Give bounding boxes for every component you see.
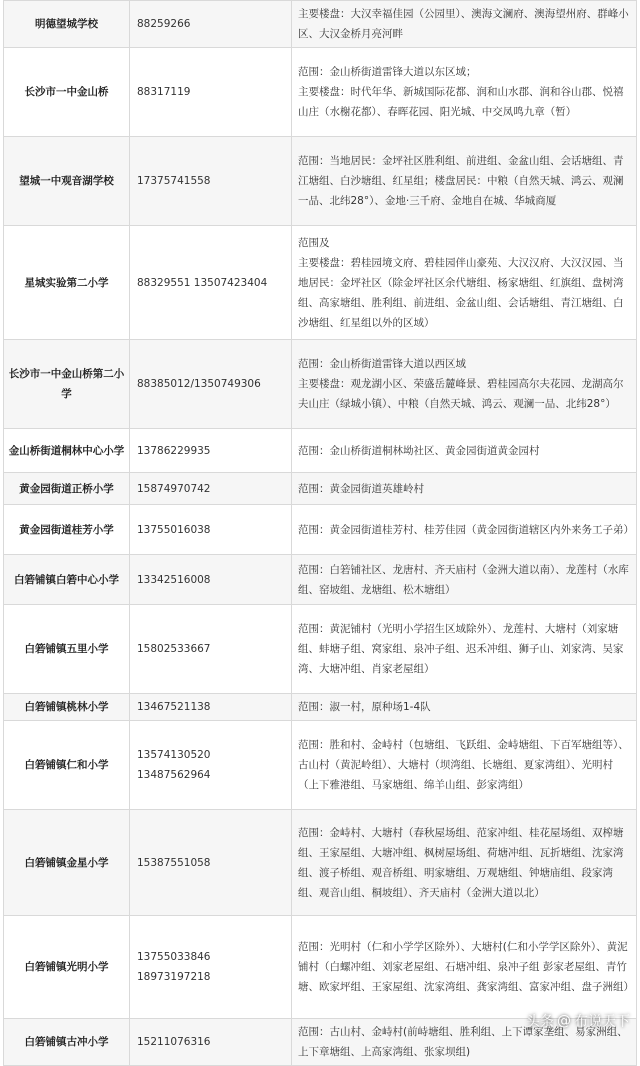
watermark-author: 布说天下	[574, 1014, 630, 1030]
scope-cell: 范围：金峙村、大塘村（春秋屋场组、范家冲组、桂花屋场组、双榨塘组、王家屋组、大塘冲组、枫树屋场组、荷塘冲组、瓦折塘组、沈家湾组、渡子桥组、观音桥组、明家塘组、万观塘组、钟塘庙组、段家湾组、观音山组、桐坡组）、齐天庙村（金洲大道以北）	[292, 810, 637, 916]
school-name-cell: 明德望城学校	[4, 1, 130, 48]
watermark-platform: 头条	[526, 1014, 554, 1030]
scope-cell: 范围：金山桥街道雷锋大道以西区域 主要楼盘：观龙湖小区、荣盛岳麓峰景、碧桂园高尔夫花园、龙湖高尔夫山庄（绿城小镇）、中粮（自然天城、鸿云、观澜一品、北纬28°）	[292, 340, 637, 429]
scope-cell: 范围：黄金园街道英雄岭村	[292, 473, 637, 505]
school-name-cell: 星城实验第二小学	[4, 226, 130, 340]
table-row	[4, 694, 637, 721]
school-name-cell: 黄金园街道桂芳小学	[4, 505, 130, 555]
scope-cell: 范围：金山桥街道雷锋大道以东区域； 主要楼盘：时代年华、新城国际花都、润和山水郡、润和谷山郡、悦禧山庄（水榭花都）、春晖花园、阳光城、中交凤鸣九章（暂）	[292, 48, 637, 137]
school-name-cell: 长沙市一中金山桥	[4, 48, 130, 137]
scope-cell: 范围：黄泥铺村（光明小学招生区域除外）、龙莲村、大塘村（刘家塘组、蚌塘子组、窝家组、泉冲子组、迟禾冲组、狮子山、刘家湾、吴家湾、大塘冲组、肖家老屋组）	[292, 605, 637, 694]
school-name-cell: 白箬铺镇白箬中心小学	[4, 555, 130, 605]
scope-cell: 范围及 主要楼盘：碧桂园境文府、碧桂园伴山豪苑、大汉汉府、大汉汉园、当地居民：金坪社区（除金坪社区余代塘组、杨家塘组、红旗组、盘树湾组、高家塘组、胜利组、前进组、金盆山组、会话塘组、青江塘组、白沙塘组、红星组以外的区域）	[292, 226, 637, 340]
school-name-cell: 金山桥街道桐林中心小学	[4, 429, 130, 473]
school-name-cell: 黄金园街道正桥小学	[4, 473, 130, 505]
phone-cell: 88385012/13507493​06	[130, 340, 292, 429]
table-row	[4, 916, 637, 1019]
phone-cell: 13755033846 18973197218	[130, 916, 292, 1019]
school-name-cell: 白箬铺镇光明小学	[4, 916, 130, 1019]
watermark-separator: @	[557, 1013, 571, 1029]
scope-cell: 范围：淑一村，原种场1-4队	[292, 694, 637, 721]
table-row	[4, 555, 637, 605]
phone-cell: 17375741558	[130, 137, 292, 226]
school-name-cell: 白箬铺镇五里小学	[4, 605, 130, 694]
phone-cell: 13574130520 13487562964	[130, 721, 292, 810]
phone-cell: 88317119	[130, 48, 292, 137]
table-row	[4, 605, 637, 694]
school-name-cell: 白箬铺镇仁和小学	[4, 721, 130, 810]
table-row	[4, 721, 637, 810]
phone-cell: 88329551 13507423404	[130, 226, 292, 340]
table-row	[4, 473, 637, 505]
phone-cell: 15211076316	[130, 1019, 292, 1066]
scope-cell: 范围：光明村（仁和小学学区除外）、大塘村(仁和小学学区除外）、黄泥铺村（白螺冲组、刘家老屋组、石塘冲组、泉冲子组 彭家老屋组、青竹塘、欧家坪组、王家屋组、沈家湾组、龚家湾组、富家冲组、盘子洲组）	[292, 916, 637, 1019]
school-name-cell: 白箬铺镇古冲小学	[4, 1019, 130, 1066]
school-name-cell: 长沙市一中金山桥第二小学	[4, 340, 130, 429]
scope-cell: 范围：金山桥街道桐林坳社区、黄金园街道黄金园村	[292, 429, 637, 473]
scope-cell: 范围：古山村、金峙村(前峙塘组、胜利组、上下谭家垄组、易家洲组、上下章塘组、上高家湾组、张家坝组)	[292, 1019, 637, 1066]
table-row	[4, 505, 637, 555]
school-name-cell: 白箬铺镇桃林小学	[4, 694, 130, 721]
table-row	[4, 810, 637, 916]
scope-cell: 范围：黄金园街道桂芳村、桂芳佳园（黄金园街道辖区内外来务工子弟）	[292, 505, 637, 555]
scope-cell: 范围：胜和村、金峙村（包塘组、飞跃组、金峙塘组、下百军塘组等）、古山村（黄泥岭组）、大塘村（坝湾组、长塘组、夏家湾组）、光明村（上下雅港组、马家塘组、绵羊山组、彭家湾组）	[292, 721, 637, 810]
table-row	[4, 340, 637, 429]
table-row	[4, 429, 637, 473]
phone-cell: 15802533667	[130, 605, 292, 694]
phone-cell: 13786229935	[130, 429, 292, 473]
school-district-table	[3, 0, 637, 1066]
phone-cell: 13467521138	[130, 694, 292, 721]
table-row	[4, 48, 637, 137]
phone-cell: 88259266	[130, 1, 292, 48]
watermark	[526, 1011, 630, 1031]
phone-cell: 15874970742	[130, 473, 292, 505]
table-row	[4, 137, 637, 226]
table-row	[4, 226, 637, 340]
scope-cell: 范围：当地居民：金坪社区胜利组、前进组、金盆山组、会话塘组、青江塘组、白沙塘组、红星组；楼盘居民：中粮（自然天城、鸿云、观澜一品、北纬28°）、金地·三千府、金地自在城、华城商厦	[292, 137, 637, 226]
scope-cell: 范围：白箬铺社区、龙唐村、齐天庙村（金洲大道以南）、龙莲村（水库组、窑坡组、龙塘组、松木塘组）	[292, 555, 637, 605]
table-row	[4, 1, 637, 48]
scope-cell: 主要楼盘：大汉幸福佳园（公园里）、澳海文澜府、澳海望州府、群峰小区、大汉金桥月亮河畔	[292, 1, 637, 48]
school-name-cell: 望城一中观音湖学校	[4, 137, 130, 226]
phone-cell: 15387551058	[130, 810, 292, 916]
phone-cell: 13755016038	[130, 505, 292, 555]
phone-cell: 13342516008	[130, 555, 292, 605]
school-name-cell: 白箬铺镇金星小学	[4, 810, 130, 916]
